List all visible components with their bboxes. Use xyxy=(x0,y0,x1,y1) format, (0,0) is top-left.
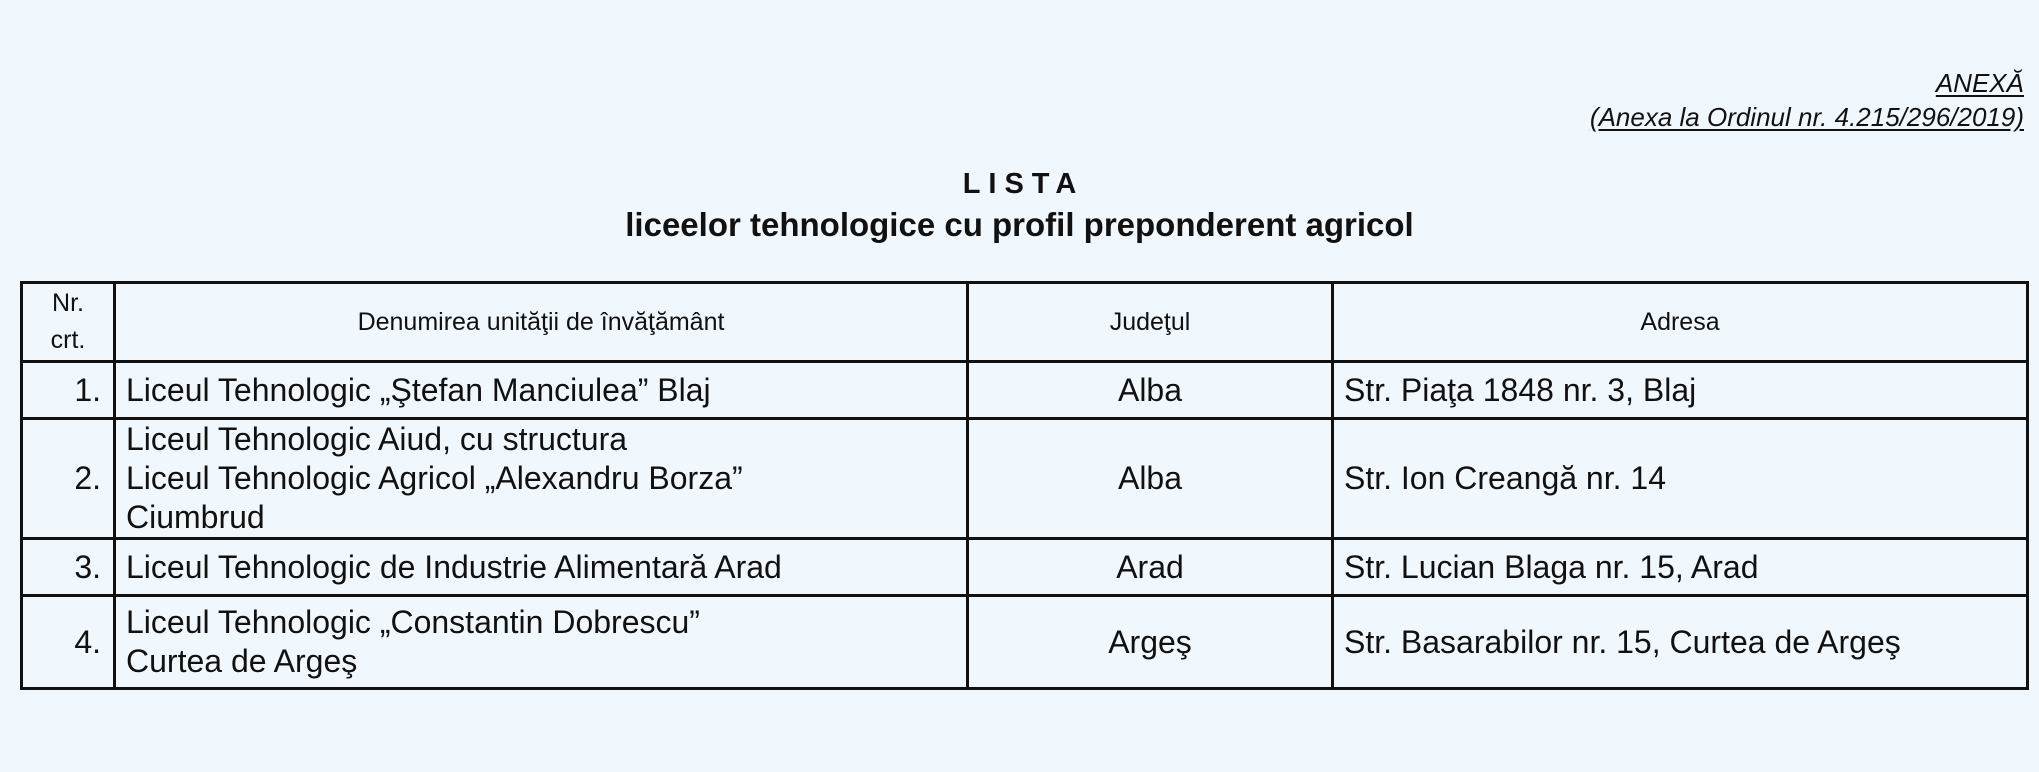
title-main: LISTA xyxy=(962,168,1085,200)
cell-nr: 2. xyxy=(22,419,115,539)
cell-nr: 4. xyxy=(22,596,115,689)
annex-order-ref: (Anexa la Ordinul nr. 4.215/296/2019) xyxy=(1589,102,2024,132)
document-title xyxy=(0,164,2039,246)
schools-table xyxy=(20,281,2029,690)
table-row xyxy=(22,539,2028,596)
table-row xyxy=(22,419,2028,539)
annex-reference xyxy=(1590,66,2024,134)
table-row xyxy=(22,596,2028,689)
header-denumire: Denumirea unităţii de învăţământ xyxy=(115,283,968,362)
header-nr-crt: Nr. crt. xyxy=(22,283,115,362)
cell-denumire: Liceul Tehnologic „Constantin Dobrescu” Curtea de Argeş xyxy=(115,596,968,689)
cell-adresa: Str. Basarabilor nr. 15, Curtea de Argeş xyxy=(1333,596,2028,689)
annex-label: ANEXĂ xyxy=(1935,68,2024,98)
cell-denumire: Liceul Tehnologic de Industrie Alimentară Arad xyxy=(115,539,968,596)
cell-judet: Alba xyxy=(968,419,1333,539)
cell-judet: Alba xyxy=(968,362,1333,419)
title-subtitle: liceelor tehnologice cu profil preponderent agricol xyxy=(625,206,1414,243)
header-adresa: Adresa xyxy=(1333,283,2028,362)
cell-adresa: Str. Piaţa 1848 nr. 3, Blaj xyxy=(1333,362,2028,419)
cell-judet: Arad xyxy=(968,539,1333,596)
cell-denumire: Liceul Tehnologic „Ştefan Manciulea” Blaj xyxy=(115,362,968,419)
table-header-row xyxy=(22,283,2028,362)
cell-denumire: Liceul Tehnologic Aiud, cu structura Liceul Tehnologic Agricol „Alexandru Borza” Ciumbrud xyxy=(115,419,968,539)
cell-judet: Argeş xyxy=(968,596,1333,689)
table-row xyxy=(22,362,2028,419)
cell-adresa: Str. Lucian Blaga nr. 15, Arad xyxy=(1333,539,2028,596)
header-judet: Judeţul xyxy=(968,283,1333,362)
cell-adresa: Str. Ion Creangă nr. 14 xyxy=(1333,419,2028,539)
cell-nr: 3. xyxy=(22,539,115,596)
cell-nr: 1. xyxy=(22,362,115,419)
